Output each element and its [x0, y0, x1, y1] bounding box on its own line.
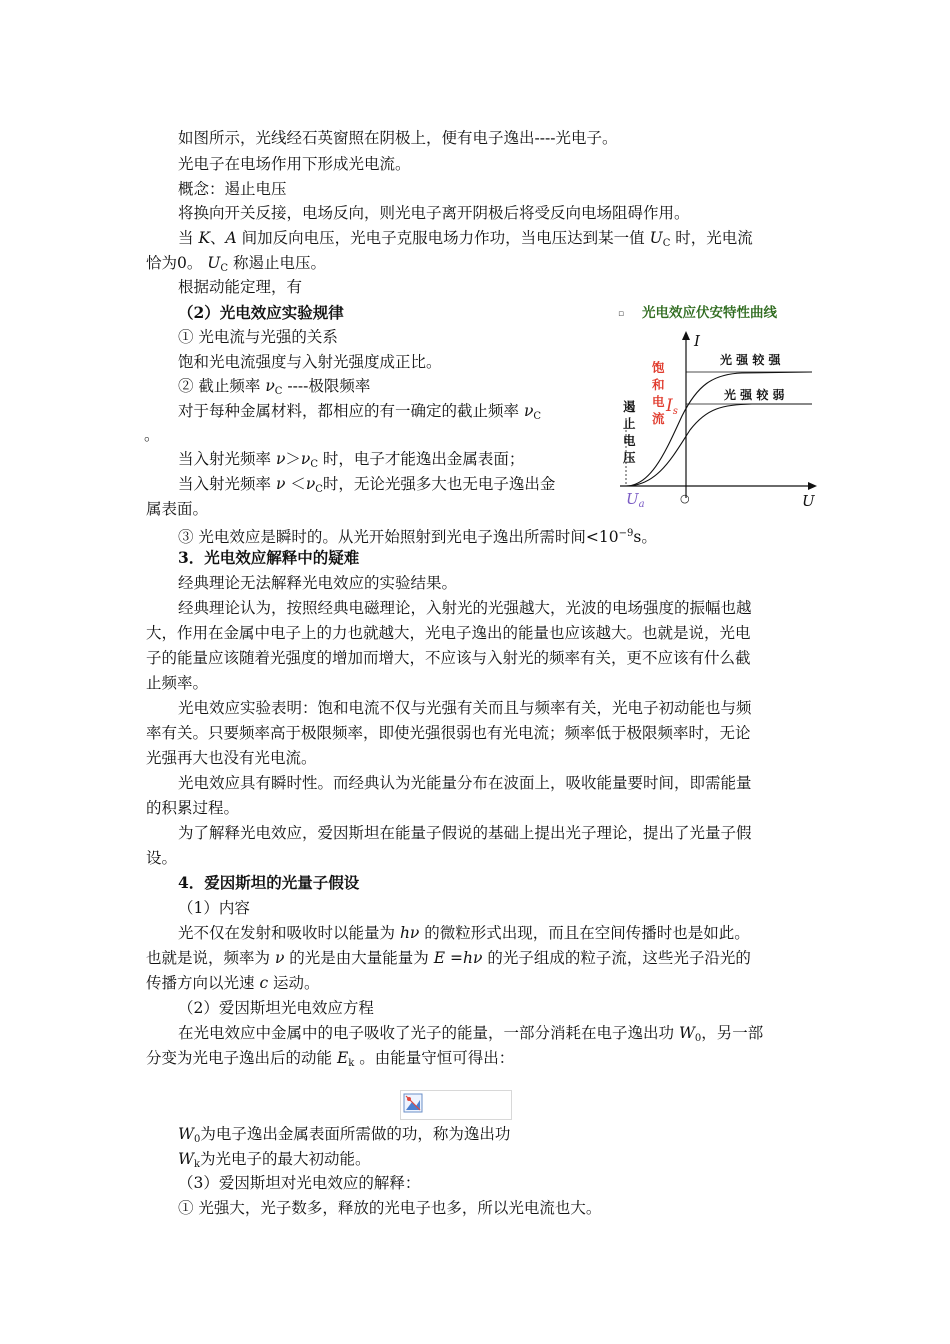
saturation-label-4: 流 — [652, 411, 665, 426]
paragraph: 止频率。 — [146, 674, 209, 692]
y-axis-label: I — [694, 332, 700, 350]
paragraph: 对于每种金属材料，都相应的有一确定的截止频率 $\nu_C$ — [178, 402, 542, 422]
paragraph: $W_k$为光电子的最大初动能。 — [178, 1150, 371, 1170]
y-axis-arrow — [682, 331, 690, 340]
paragraph: 当入射光频率 $\nu>\nu_C$ 时，电子才能逸出金属表面； — [178, 450, 525, 470]
iv-curve-diagram — [612, 298, 822, 518]
saturation-symbol: Is — [666, 396, 678, 417]
paragraph: 饱和光电流强度与入射光强度成正比。 — [178, 353, 442, 371]
paragraph: 经典理论无法解释光电效应的实验结果。 — [178, 574, 458, 592]
saturation-label-1: 饱 — [652, 360, 665, 375]
x-axis-label: U — [802, 492, 815, 510]
broken-image-icon — [403, 1093, 423, 1113]
paragraph: 大，作用在金属中电子上的力也就越大，光电子逸出的能量也应该越大。也就是说，光电 — [146, 624, 751, 642]
figure-title: 光电效应伏安特性曲线 — [642, 305, 777, 321]
section-heading: 3．光电效应解释中的疑难 — [178, 548, 360, 567]
paragraph: 设。 — [146, 849, 178, 867]
paragraph: （2）爱因斯坦光电效应方程 — [178, 999, 374, 1017]
stop-voltage-symbol: $U_a$ — [626, 490, 645, 510]
paragraph: ① 光电流与光强的关系 — [178, 328, 338, 346]
paragraph: （1）内容 — [178, 899, 250, 917]
x-axis-arrow — [808, 482, 817, 490]
paragraph: 将换向开关反接，电场反向，则光电子离开阴极后将受反向电场阻碍作用。 — [178, 204, 690, 222]
figure-marker: ▫ — [618, 309, 625, 319]
paragraph: 光电效应实验表明：饱和电流不仅与光强有关而且与频率有关，光电子初动能也与频 — [178, 699, 752, 717]
origin-mark: ○ — [680, 492, 690, 505]
saturation-label-3: 电 — [652, 394, 665, 409]
paragraph: 当 K、A 间加反向电压，光电子克服电场力作功，当电压达到某一值 $U_C$ 时，光电流 — [178, 229, 753, 249]
paragraph: $W_0$为电子逸出金属表面所需做的功，称为逸出功 — [178, 1125, 511, 1145]
paragraph: 光电子在电场作用下形成光电流。 — [178, 155, 411, 173]
section-heading: （2）光电效应实验规律 — [178, 303, 344, 322]
paragraph: 在光电效应中金属中的电子吸收了光子的能量，一部分消耗在电子逸出功 $W_0$，另一部 — [178, 1024, 764, 1044]
stop-voltage-label-3: 电 — [623, 433, 636, 448]
paragraph: ② 截止频率 $\nu_C$ ----极限频率 — [178, 377, 371, 397]
paragraph: 的积累过程。 — [146, 799, 240, 817]
stop-voltage-label-1: 遏 — [623, 399, 636, 414]
paragraph: 传播方向以光速 c 运动。 — [146, 974, 320, 992]
paragraph: 。 — [144, 426, 160, 444]
paragraph: 为了解释光电效应，爱因斯坦在能量子假说的基础上提出光子理论，提出了光量子假 — [178, 824, 752, 842]
paragraph: 率有关。只要频率高于极限频率，即使光强很弱也有光电流；频率低于极限频率时，无论 — [146, 724, 751, 742]
paragraph: 也就是说，频率为 ν 的光是由大量能量为 E =hν 的光子组成的粒子流，这些光子沿光的 — [146, 949, 751, 967]
paragraph: 光强再大也没有光电流。 — [146, 749, 317, 767]
stop-voltage-label-2: 止 — [623, 416, 636, 431]
paragraph: 恰为0。 $U_C$ 称遏止电压。 — [146, 254, 326, 274]
curve-strong-label: 光 强 较 强 — [720, 353, 781, 367]
paragraph: 子的能量应该随着光强度的增加而增大，不应该与入射光的频率有关，更不应该有什么截 — [146, 649, 751, 667]
paragraph: 根据动能定理，有 — [178, 278, 303, 296]
iv-characteristic-figure — [612, 298, 822, 518]
paragraph: 属表面。 — [146, 500, 209, 518]
paragraph: 概念：遏止电压 — [178, 180, 287, 198]
paragraph: ① 光强大，光子数多，释放的光电子也多，所以光电流也大。 — [178, 1199, 602, 1217]
paragraph: 如图所示，光线经石英窗照在阴极上，便有电子逸出----光电子。 — [178, 129, 618, 147]
paragraph: 经典理论认为，按照经典电磁理论，入射光的光强越大，光波的电场强度的振幅也越 — [178, 599, 752, 617]
paragraph: ③ 光电效应是瞬时的。从光开始照射到光电子逸出所需时间$<10^{-9}s$。 — [178, 528, 657, 546]
paragraph: 当入射光频率 $\nu <\nu_C$时，无论光强多大也无电子逸出金 — [178, 475, 556, 495]
section-heading: 4．爱因斯坦的光量子假设 — [178, 873, 360, 892]
stop-voltage-label-4: 压 — [623, 450, 636, 465]
curve-weak-label: 光 强 较 弱 — [724, 388, 785, 402]
formula-image-placeholder — [400, 1090, 512, 1120]
paragraph: 分变为光电子逸出后的动能 $E_k$ 。由能量守恒可得出： — [146, 1049, 515, 1069]
paragraph: （3）爱因斯坦对光电效应的解释： — [178, 1174, 421, 1192]
paragraph: 光不仅在发射和吸收时以能量为 hν 的微粒形式出现，而且在空间传播时也是如此。 — [178, 924, 750, 942]
paragraph: 光电效应具有瞬时性。而经典认为光能量分布在波面上，吸收能量要时间，即需能量 — [178, 774, 752, 792]
saturation-label-2: 和 — [652, 377, 665, 392]
